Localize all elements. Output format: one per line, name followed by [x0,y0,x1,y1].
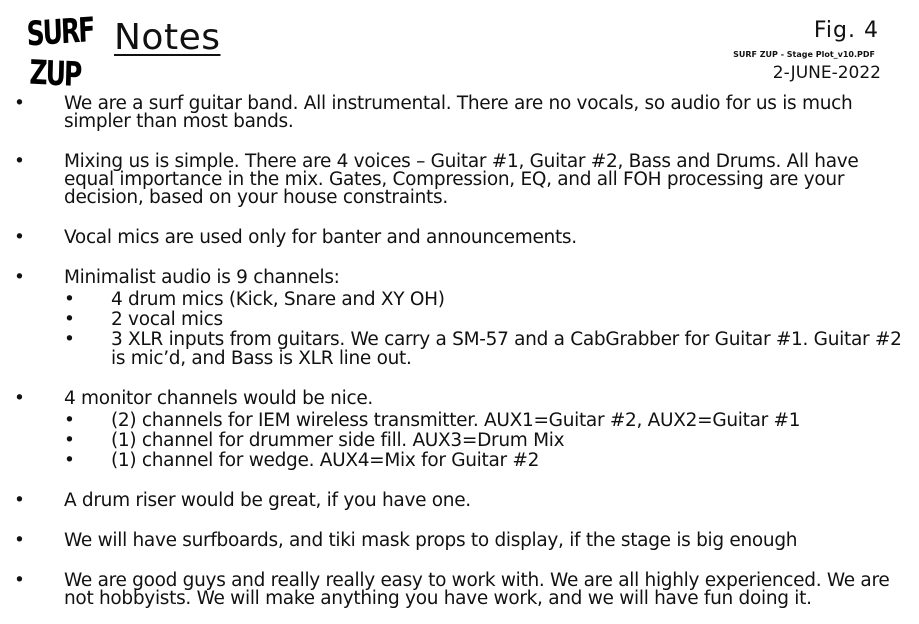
note-text: Minimalist audio is 9 channels: [64,267,340,288]
logo-line-1: SURF [25,9,95,54]
sub-list [64,411,909,470]
bullet-icon: • [14,570,25,591]
sub-item [64,411,909,430]
note-text: Vocal mics are used only for banter and announcements. [64,227,577,248]
sub-item [64,330,909,368]
bullet-icon: • [64,430,75,451]
sub-item-text: 4 drum mics (Kick, Snare and XY OH) [111,289,445,310]
bullet-icon: • [14,267,25,288]
bullet-icon: • [14,227,25,248]
note-text: We will have surfboards, and tiki mask props to display, if the stage is big enough [64,530,798,551]
bullet-icon: • [14,93,25,114]
note-text: We are a surf guitar band. All instrumental. There are no vocals, so audio for us is much simpler than most bands. [64,93,853,132]
note-text: Mixing us is simple. There are 4 voices – Guitar #1, Guitar #2, Bass and Drums. All have equal importance in the mix. Gates, Compression, EQ, and all FOH processing are your decision, based on your house constraints. [64,151,859,208]
logo-line-2: ZUP [29,52,81,95]
sub-item [64,290,909,309]
file-reference: SURF ZUP - Stage Plot_v10.PDF [733,50,875,59]
bullet-icon: • [14,388,25,409]
note-text: A drum riser would be great, if you have one. [64,490,471,511]
sub-item-text: 2 vocal mics [111,309,223,330]
bullet-icon: • [64,450,75,471]
sub-item-text: (1) channel for drummer side fill. AUX3=Drum Mix [111,430,565,451]
note-item [0,95,919,131]
bullet-icon: • [64,410,75,431]
sub-item [64,451,909,470]
sub-list [64,290,909,368]
notes-list [0,95,919,608]
sub-item [64,310,909,329]
bullet-icon: • [14,151,25,172]
note-item [0,269,919,368]
bullet-icon: • [14,490,25,511]
note-text: We are good guys and really really easy to work with. We are all highly experienced. We are not hobbyists. We will make anything you have work, and we will have fun doing it. [64,570,890,609]
surf-zup-logo [25,9,95,95]
note-item [0,532,919,550]
bullet-icon: • [64,309,75,330]
figure-number: Fig. 4 [813,18,879,43]
document-date: 2-JUNE-2022 [772,63,881,83]
note-item [0,492,919,510]
bullet-icon: • [64,289,75,310]
note-text: 4 monitor channels would be nice. [64,388,373,409]
page-title: Notes [114,17,221,58]
note-item [0,390,919,470]
sub-item-text: 3 XLR inputs from guitars. We carry a SM-57 and a CabGrabber for Guitar #1. Guitar #2 is mic’d, and Bass is XLR line out. [111,329,902,369]
note-item [0,229,919,247]
sub-item [64,431,909,450]
sub-item-text: (2) channels for IEM wireless transmitter. AUX1=Guitar #2, AUX2=Guitar #1 [111,410,801,431]
note-item [0,153,919,207]
bullet-icon: • [14,530,25,551]
note-item [0,572,919,608]
sub-item-text: (1) channel for wedge. AUX4=Mix for Guitar #2 [111,450,540,471]
bullet-icon: • [64,329,75,350]
